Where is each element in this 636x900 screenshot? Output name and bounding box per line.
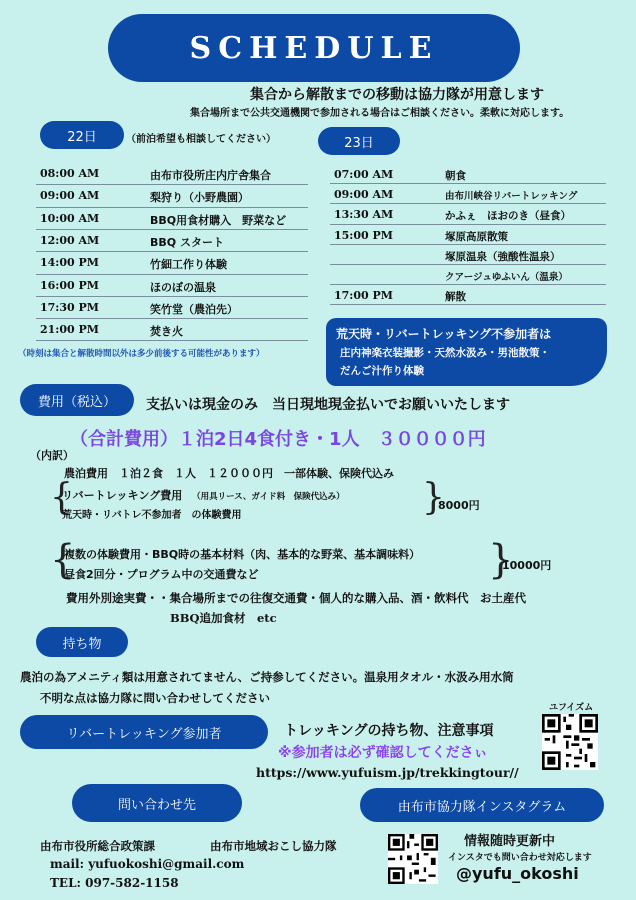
fee-multi-line2: 昼食2回分・プログラム中の交通費など — [64, 568, 259, 581]
schedule-activity: クアージュゆふいん（温泉） — [445, 272, 568, 283]
schedule-activity: 由布市役所庄内庁舎集合 — [150, 169, 271, 182]
qr-code-icon — [542, 714, 598, 770]
schedule-row-divider — [36, 184, 308, 185]
contact-tel[interactable]: TEL: 097-582-1158 — [50, 876, 179, 890]
day1-note: （前泊希望も相談してください） — [126, 134, 276, 145]
schedule-time: 13:30 AM — [334, 208, 394, 222]
schedule-row-divider — [330, 304, 606, 305]
schedule-time: 16:00 PM — [40, 278, 99, 292]
schedule-activity: 由布川峡谷リバートレッキング — [445, 191, 578, 203]
header-note: 集合場所まで公共交通機関で参加される場合はご相談ください。柔軟に対応します。 — [190, 108, 570, 119]
fee-payment: 支払いは現金のみ 当日現地現金払いでお願いいたします — [146, 397, 510, 413]
bad-weather-line3: だんご汁作り体験 — [340, 365, 424, 377]
fee-river-line2: 荒天時・リバトレ不参加者 の体験費用 — [62, 510, 242, 521]
contact-org2: 由布市地域おこし協力隊 — [210, 839, 337, 853]
schedule-activity: かふぇ ほおのき（昼食） — [445, 210, 571, 223]
schedule-activity: 朝食 — [445, 170, 466, 182]
schedule-row-divider — [36, 207, 308, 208]
schedule-time: 15:00 PM — [334, 228, 393, 242]
day1-label: 22日 — [40, 121, 124, 149]
schedule-activity: BBQ用食材購入 野菜など — [150, 213, 287, 227]
schedule-time: 21:00 PM — [40, 323, 99, 337]
schedule-row-divider — [36, 251, 308, 252]
trekking-label: リバートレッキング参加者 — [20, 715, 268, 749]
contact-org1: 由布市役所総合政策課 — [40, 839, 155, 853]
fee-multi-line1: 複数の体験費用・BBQ時の基本材料（肉、基本的な野菜、基本調味料） — [64, 548, 421, 561]
multi-brace-left: { — [50, 537, 76, 583]
schedule-time: 12:00 AM — [40, 233, 100, 247]
contact-mail[interactable]: mail: yufuokoshi@gmail.com — [50, 857, 245, 871]
schedule-row-divider — [330, 264, 606, 265]
trekking-url[interactable]: https://www.yufuism.jp/trekkingtour// — [256, 765, 519, 780]
schedule-row-divider — [330, 203, 606, 204]
schedule-row-divider — [330, 244, 606, 245]
schedule-row-divider — [36, 274, 308, 275]
river-brace-right: } — [422, 477, 445, 518]
schedule-time: 08:00 AM — [40, 167, 100, 180]
schedule-time: 07:00 AM — [334, 168, 394, 181]
fee-extra-line2: BBQ追加食材 etc — [170, 611, 277, 625]
schedule-activity: 竹細工作り体験 — [150, 258, 227, 272]
instagram-qr-code[interactable] — [388, 834, 438, 884]
instagram-note: インスタでも問い合わせ対応します — [448, 853, 592, 863]
fee-river-line1: リバートレッキング費用 （用具リース、ガイド料 保険代込み） — [62, 489, 345, 502]
schedule-row-divider — [36, 318, 308, 319]
day1-footnote: （時刻は集合と解散時間以外は多少前後する可能性があります） — [18, 349, 265, 359]
schedule-time: 09:00 AM — [40, 189, 100, 203]
schedule-activity: 塚原高原散策 — [445, 230, 508, 243]
schedule-row-divider — [36, 340, 308, 341]
river-brace-left: { — [50, 477, 73, 518]
fee-multi-price: 10000円 — [502, 559, 552, 572]
schedule-row-divider — [330, 224, 606, 225]
qr-code-icon — [388, 834, 438, 884]
schedule-activity: 笑竹堂（農泊先） — [150, 302, 238, 316]
schedule-time: 14:00 PM — [40, 256, 99, 270]
bad-weather-line2: 庄内神楽衣装撮影・天然水汲み・男池散策・ — [340, 347, 550, 359]
schedule-activity: 塚原温泉（強酸性温泉） — [445, 250, 561, 263]
schedule-row-divider — [330, 183, 606, 184]
fee-farm: 農泊費用 １泊２食 １人 １２０００円 一部体験、保険代込み — [64, 467, 394, 480]
bad-weather-box — [326, 318, 607, 386]
schedule-row-divider — [36, 229, 308, 230]
schedule-time: 17:00 PM — [334, 289, 393, 303]
schedule-time: 10:00 AM — [40, 211, 100, 225]
belongings-label: 持ち物 — [36, 627, 128, 657]
instagram-handle[interactable]: @yufu_okoshi — [456, 864, 579, 883]
day2-label: 23日 — [318, 127, 400, 155]
schedule-activity: BBQ スタート — [150, 235, 224, 249]
instagram-label: 由布市協力隊インスタグラム — [360, 788, 604, 822]
schedule-row-divider — [330, 284, 606, 285]
schedule-activity: 解散 — [445, 291, 466, 304]
fee-total: （合計費用）１泊2日4食付き・1人 ３００００円 — [70, 429, 486, 450]
fee-label: 費用（税込） — [20, 384, 134, 416]
multi-brace-right: } — [488, 537, 514, 583]
schedule-time: 09:00 AM — [334, 188, 394, 202]
instagram-update: 情報随時更新中 — [464, 834, 556, 849]
fee-river-price: 8000円 — [438, 499, 480, 512]
header-subtitle: 集合から解散までの移動は協力隊が用意します — [250, 87, 544, 103]
fee-extra-line1: 費用外別途実費・・集合場所までの往復交通費・個人的な購入品、酒・飲料代 お土産代 — [66, 591, 526, 605]
trekking-qr-code[interactable] — [542, 714, 598, 770]
belongings-line2: 不明な点は協力隊に問い合わせしてください — [40, 691, 270, 705]
fee-breakdown-label: （内訳） — [30, 449, 74, 462]
schedule-activity: ほのぼの温泉 — [150, 280, 216, 294]
belongings-line1: 農泊の為アメニティ類は用意されてません、ご持参してください。温泉用タオル・水汲み用水筒 — [20, 670, 514, 684]
schedule-title-pill — [108, 14, 520, 82]
trekking-warning: ※参加者は必ず確認してくださぃ — [278, 745, 488, 761]
page-title: SCHEDULE — [189, 30, 439, 66]
schedule-activity: 梨狩り（小野農園） — [150, 191, 249, 205]
trekking-qr-label: ユフイズム — [549, 703, 594, 713]
schedule-activity: 焚き火 — [150, 325, 183, 339]
schedule-row-divider — [36, 296, 308, 297]
bad-weather-line1: 荒天時・リバートレッキング不参加者は — [336, 327, 552, 341]
contact-label: 問い合わせ先 — [72, 784, 242, 822]
trekking-title: トレッキングの持ち物、注意事項 — [284, 723, 494, 739]
schedule-time: 17:30 PM — [40, 300, 99, 314]
